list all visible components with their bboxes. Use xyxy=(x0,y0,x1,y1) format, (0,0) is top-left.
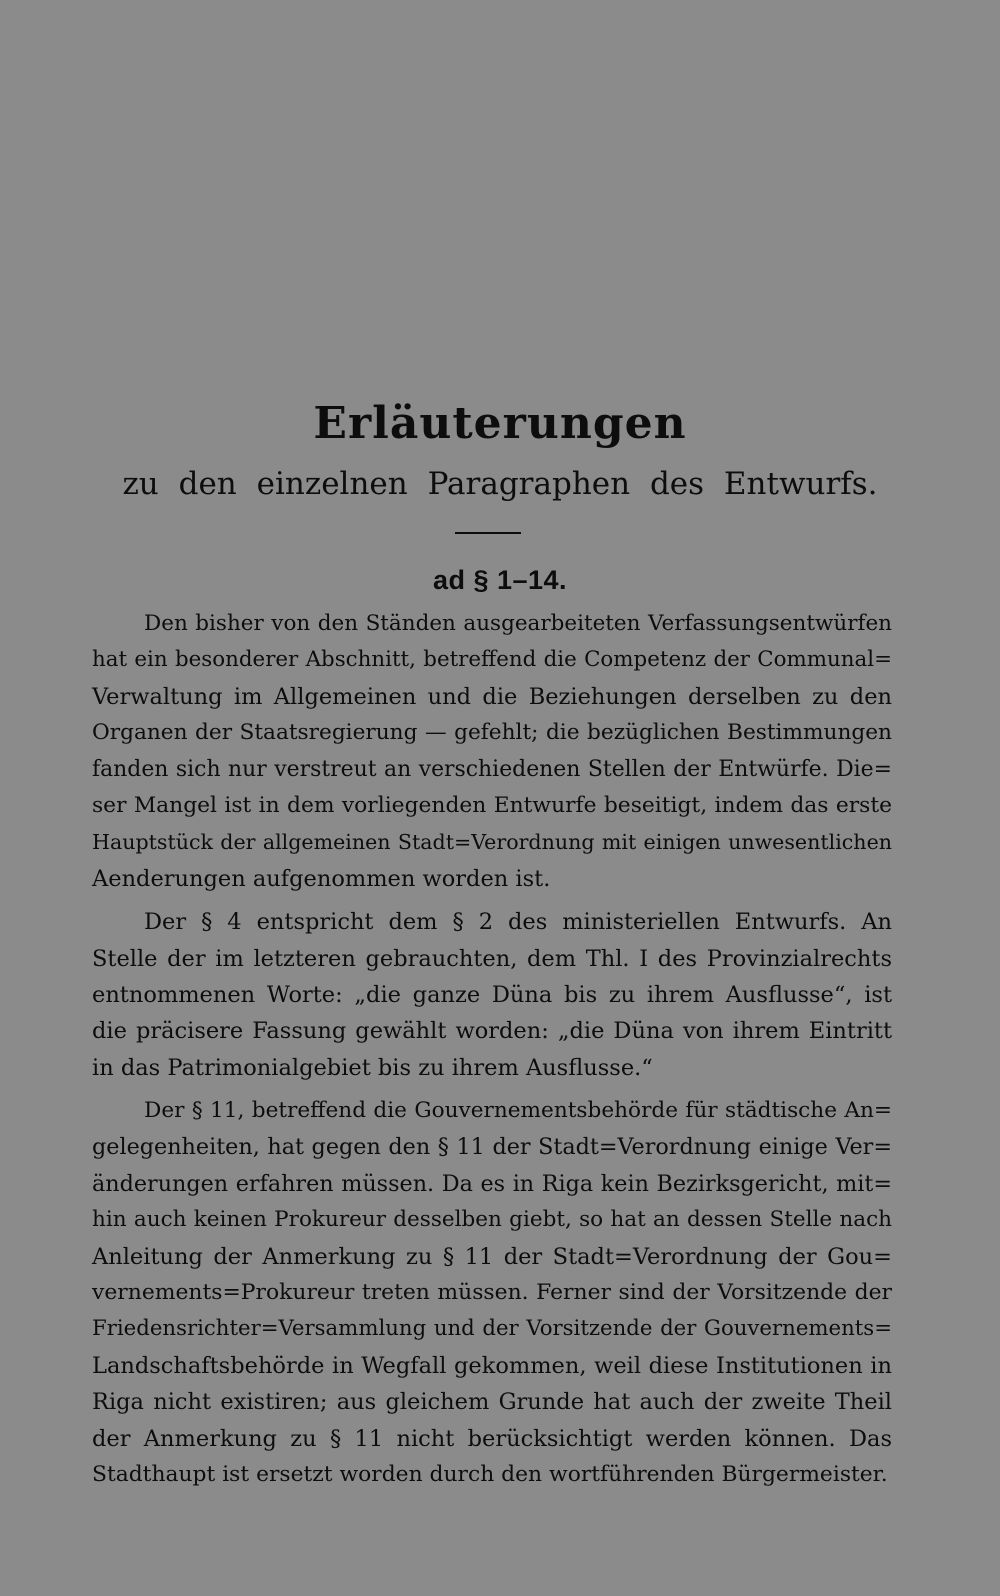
text-line: änderungen erfahren müssen. Da es in Riga kein Bezirksgericht, mit= xyxy=(92,1170,892,1197)
paragraph xyxy=(92,904,892,1086)
text-line: Stadthaupt ist ersetzt worden durch den wortführenden Bürgermeister. xyxy=(92,1461,888,1487)
text-line: der Anmerkung zu § 11 nicht berücksichtigt werden können. Das xyxy=(92,1425,892,1452)
text-line: vernements=Prokureur treten müssen. Ferner sind der Vorsitzende der xyxy=(92,1280,892,1306)
section-heading: ad § 1–14. xyxy=(432,565,568,595)
text-line: fanden sich nur verstreut an verschiedenen Stellen der Entwürfe. Die= xyxy=(92,756,892,782)
text-line: Hauptstück der allgemeinen Stadt=Verordnung mit einigen unwesentlichen xyxy=(92,830,892,855)
text-line: Den bisher von den Ständen ausgearbeiteten Verfassungsentwürfen xyxy=(144,611,892,636)
paragraph xyxy=(92,606,892,897)
paragraph xyxy=(92,1093,892,1493)
text-line: ser Mangel ist in dem vorliegenden Entwurfe beseitigt, indem das erste xyxy=(92,792,892,818)
text-line: Verwaltung im Allgemeinen und die Beziehungen derselben zu den xyxy=(92,683,892,710)
text-line: gelegenheiten, hat gegen den § 11 der Stadt=Verordnung einige Ver= xyxy=(92,1134,892,1161)
page-subtitle: zu den einzelnen Paragraphen des Entwurfs. xyxy=(122,466,878,502)
text-line: Stelle der im letzteren gebrauchten, dem Thl. I des Provinzialrechts xyxy=(92,945,892,972)
title-divider xyxy=(455,532,521,534)
text-line: hat ein besonderer Abschnitt, betreffend die Competenz der Communal= xyxy=(92,647,892,673)
page-title: Erläuterungen xyxy=(313,398,687,449)
text-line: Der § 11, betreffend die Gouvernementsbehörde für städtische An= xyxy=(144,1098,892,1124)
text-line: hin auch keinen Prokureur desselben giebt, so hat an dessen Stelle nach xyxy=(92,1207,892,1233)
text-line: entnommenen Worte: „die ganze Düna bis zu ihrem Ausflusse“, ist xyxy=(92,981,892,1008)
text-line: Organen der Staatsregierung — gefehlt; die bezüglichen Bestimmungen xyxy=(92,720,892,746)
body-text xyxy=(92,606,892,1493)
text-line: Der § 4 entspricht dem § 2 des ministeriellen Entwurfs. An xyxy=(144,909,892,936)
text-line: Riga nicht existiren; aus gleichem Grunde hat auch der zweite Theil xyxy=(92,1389,892,1416)
text-line: Aenderungen aufgenommen worden ist. xyxy=(92,865,551,892)
text-line: Anleitung der Anmerkung zu § 11 der Stadt=Verordnung der Gou= xyxy=(92,1243,892,1270)
text-line: die präcisere Fassung gewählt worden: „die Düna von ihrem Eintritt xyxy=(92,1018,892,1045)
text-line: Friedensrichter=Versammlung und der Vorsitzende der Gouvernements= xyxy=(92,1316,892,1342)
text-line: in das Patrimonialgebiet bis zu ihrem Ausflusse.“ xyxy=(92,1054,653,1081)
text-line: Landschaftsbehörde in Wegfall gekommen, weil diese Institutionen in xyxy=(92,1352,892,1379)
